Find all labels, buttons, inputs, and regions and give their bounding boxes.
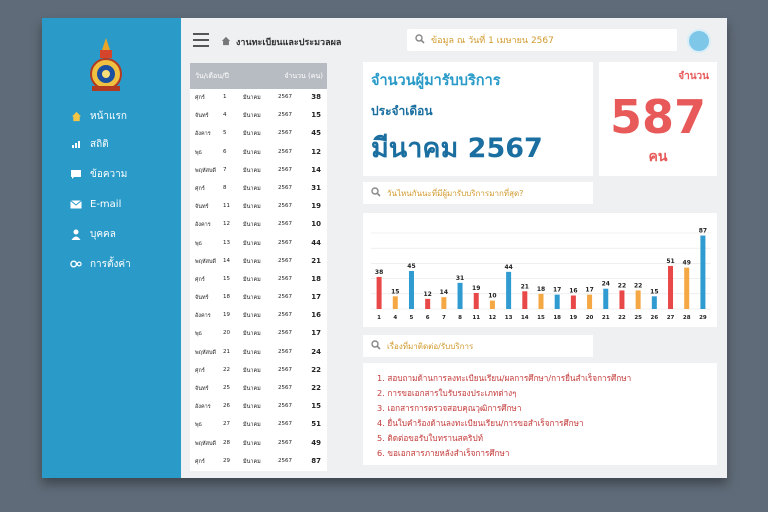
bar-value-label: 18 xyxy=(536,285,546,293)
service-item: 3. เอกสารการตรวจสอบคุณวุฒิการศึกษา xyxy=(377,403,522,413)
count-cell: 14 xyxy=(311,165,321,174)
x-tick-label: 1 xyxy=(377,315,382,321)
x-tick-label: 28 xyxy=(682,315,691,321)
bar-value-label: 22 xyxy=(633,282,643,290)
chart-bar xyxy=(619,290,624,309)
day-cell: ศุกร์ xyxy=(195,276,205,283)
count-cell: 87 xyxy=(311,456,321,465)
table-row xyxy=(190,380,327,398)
service-item: 1. สอบถามด้านการลงทะเบียนเรียน/ผลการศึกษา/การยื่นสำเร็จการศึกษา xyxy=(377,373,632,383)
date-cell: 28 xyxy=(223,439,230,446)
table-header xyxy=(190,63,327,89)
month-cell: มีนาคม xyxy=(243,95,261,101)
bar-value-label: 17 xyxy=(553,286,562,294)
count-cell: 19 xyxy=(311,202,321,211)
table-row xyxy=(190,344,327,362)
month-cell: มีนาคม xyxy=(243,167,261,174)
date-cell: 14 xyxy=(223,257,230,264)
year-cell: 2567 xyxy=(278,312,292,319)
table-row xyxy=(190,144,327,162)
chart-bar xyxy=(490,301,495,309)
month-cell: มีนาคม xyxy=(243,149,261,156)
bar-value-label: 15 xyxy=(391,288,400,296)
count-cell: 22 xyxy=(311,384,321,392)
month-cell: มีนาคม xyxy=(243,113,261,120)
x-tick-label: 15 xyxy=(537,315,545,321)
day-cell: จันทร์ xyxy=(195,386,209,392)
settings-icon xyxy=(70,258,82,270)
day-cell: ศุกร์ xyxy=(195,458,205,465)
month-cell: มีนาคม xyxy=(243,386,261,392)
x-tick-label: 6 xyxy=(425,315,430,321)
menu-icon[interactable] xyxy=(193,33,209,47)
year-cell: 2567 xyxy=(278,112,292,119)
year-cell: 2567 xyxy=(278,221,292,228)
sidebar-item-label: บุคคล xyxy=(90,228,116,240)
day-cell: พุธ xyxy=(195,240,202,247)
chart-bar xyxy=(539,294,544,309)
month-cell: มีนาคม xyxy=(243,185,261,192)
year-cell: 2567 xyxy=(278,294,292,301)
date-cell: 21 xyxy=(223,348,230,355)
count-cell: 38 xyxy=(311,93,321,101)
services-list xyxy=(363,363,717,465)
sidebar-item-messages[interactable] xyxy=(70,166,127,182)
day-cell: พฤหัสบดี xyxy=(195,349,217,356)
day-cell: อังคาร xyxy=(195,404,211,411)
year-cell: 2567 xyxy=(278,439,292,446)
bar-value-label: 10 xyxy=(488,292,497,300)
service-item: 6. ขอเอกสารภายหลังสำเร็จการศึกษา xyxy=(377,448,510,458)
month-cell: มีนาคม xyxy=(243,258,261,265)
chart-bar xyxy=(700,236,705,309)
date-cell: 6 xyxy=(223,148,227,155)
question-text: เรื่องที่มาติดต่อ/รับบริการ xyxy=(387,341,474,351)
total-unit: คน xyxy=(648,149,668,165)
table-row xyxy=(190,271,327,289)
title-line-2: ประจำเดือน xyxy=(371,104,433,118)
date-cell: 27 xyxy=(223,421,230,428)
bar-value-label: 16 xyxy=(569,287,578,295)
count-cell: 49 xyxy=(311,438,321,447)
count-cell: 31 xyxy=(311,183,321,192)
count-cell: 15 xyxy=(311,111,321,120)
day-cell: อังคาร xyxy=(195,222,211,229)
sidebar-item-stats[interactable] xyxy=(70,136,109,152)
date-cell: 19 xyxy=(223,312,230,319)
sidebar xyxy=(42,18,181,478)
count-cell: 21 xyxy=(311,256,321,265)
month-cell: มีนาคม xyxy=(243,131,261,138)
day-cell: อังคาร xyxy=(195,313,211,320)
month-cell: มีนาคม xyxy=(243,458,261,465)
chart-bar xyxy=(377,277,382,309)
sidebar-item-settings[interactable] xyxy=(70,256,131,272)
date-cell: 15 xyxy=(223,275,230,282)
year-cell: 2567 xyxy=(278,330,292,337)
x-tick-label: 26 xyxy=(650,315,659,321)
bar-value-label: 44 xyxy=(504,263,513,271)
date-cell: 26 xyxy=(223,403,230,410)
table-row xyxy=(190,198,327,216)
chart-bar xyxy=(668,266,673,309)
year-cell: 2567 xyxy=(278,403,292,410)
x-tick-label: 22 xyxy=(618,315,626,321)
day-cell: ศุกร์ xyxy=(195,185,205,192)
total-label: จำนวน xyxy=(678,71,709,82)
total-value: 587 xyxy=(609,90,707,144)
day-cell: จันทร์ xyxy=(195,204,209,211)
month-cell: มีนาคม xyxy=(243,276,261,283)
year-cell: 2567 xyxy=(278,148,292,155)
count-cell: 16 xyxy=(311,311,321,320)
month-cell: มีนาคม xyxy=(243,349,261,356)
count-cell: 45 xyxy=(311,129,321,138)
x-tick-label: 13 xyxy=(504,315,513,321)
month-cell: มีนาคม xyxy=(243,440,261,447)
count-cell: 18 xyxy=(311,274,321,283)
x-tick-label: 4 xyxy=(393,315,398,321)
month-cell: มีนาคม xyxy=(243,204,261,211)
chart-bar xyxy=(684,268,689,309)
date-cell: 8 xyxy=(223,184,227,191)
breadcrumb-label: งานทะเบียนและประมวลผล xyxy=(236,38,342,48)
x-tick-label: 8 xyxy=(458,315,462,321)
sidebar-item-person[interactable] xyxy=(70,226,116,242)
table-row xyxy=(190,416,327,434)
x-tick-label: 25 xyxy=(634,315,642,321)
bar-value-label: 22 xyxy=(617,282,627,290)
bar-value-label: 14 xyxy=(439,289,449,297)
count-cell: 17 xyxy=(311,329,321,338)
bar-value-label: 87 xyxy=(698,227,708,235)
month-cell: มีนาคม xyxy=(243,240,261,247)
chart-bar xyxy=(441,297,446,309)
date-cell: 1 xyxy=(223,94,227,100)
title-line-3: มีนาคม 2567 xyxy=(371,133,543,164)
date-cell: 5 xyxy=(223,130,227,137)
year-cell: 2567 xyxy=(278,203,292,210)
bar-value-label: 17 xyxy=(585,286,594,294)
day-cell: จันทร์ xyxy=(195,113,209,120)
person-icon xyxy=(70,228,82,240)
bar-value-label: 45 xyxy=(407,263,416,270)
bar-chart-card xyxy=(363,213,717,327)
sidebar-item-label: สถิติ xyxy=(90,138,109,150)
year-cell: 2567 xyxy=(278,257,292,264)
sidebar-item-label: ข้อความ xyxy=(90,168,128,180)
chart-bar xyxy=(555,295,560,309)
table-row xyxy=(190,216,327,234)
table-row xyxy=(190,162,327,180)
year-cell: 2567 xyxy=(278,348,292,355)
bar-value-label: 12 xyxy=(423,290,432,298)
date-cell: 4 xyxy=(223,112,227,119)
year-cell: 2567 xyxy=(278,385,292,391)
chart-bar xyxy=(425,299,430,309)
x-tick-label: 14 xyxy=(520,315,529,321)
title-line-1: จำนวนผู้มารับบริการ xyxy=(371,73,501,89)
service-item: 4. ยื่นใบคำร้องด้านลงทะเบียนเรียน/การขอสำเร็จการศึกษา xyxy=(377,418,584,428)
bar-value-label: 31 xyxy=(455,274,465,282)
bar-value-label: 51 xyxy=(666,257,675,265)
day-cell: พฤหัสบดี xyxy=(195,440,217,447)
service-item: 2. การขอเอกสารใบรับรองประเภทต่างๆ xyxy=(377,388,517,398)
chart-bar xyxy=(393,296,398,309)
question-text: วันไหนกันนะที่มีผู้มารับบริการมากที่สุด? xyxy=(387,188,524,198)
x-tick-label: 21 xyxy=(601,315,610,321)
table-row xyxy=(190,398,327,416)
question-bar-services xyxy=(363,335,593,357)
day-cell: จันทร์ xyxy=(195,295,209,302)
breadcrumb[interactable] xyxy=(221,35,341,49)
avatar[interactable] xyxy=(687,29,711,53)
bar-value-label: 19 xyxy=(472,284,481,292)
table-row xyxy=(190,107,327,125)
count-cell: 24 xyxy=(311,347,321,356)
table-row xyxy=(190,307,327,325)
sidebar-item-label: การตั้งค่า xyxy=(90,258,131,270)
search-icon xyxy=(371,340,381,352)
table-row xyxy=(190,253,327,271)
count-cell: 51 xyxy=(311,420,321,429)
chart-bar xyxy=(603,289,608,309)
year-cell: 2567 xyxy=(278,184,292,191)
stats-icon xyxy=(70,138,82,150)
search-icon xyxy=(371,187,381,199)
date-cell: 20 xyxy=(223,330,230,337)
year-cell: 2567 xyxy=(278,239,292,246)
sidebar-item-home[interactable] xyxy=(70,108,127,124)
table-row xyxy=(190,289,327,307)
count-cell: 44 xyxy=(311,238,321,247)
chart-bar xyxy=(587,295,592,309)
table-row xyxy=(190,235,327,253)
x-tick-label: 18 xyxy=(553,315,562,321)
daily-table xyxy=(190,63,327,471)
chart-bar xyxy=(506,272,511,309)
table-row xyxy=(190,125,327,143)
app-window xyxy=(42,18,727,478)
service-item: 5. ติดต่อขอรับใบทรานสคริปท์ xyxy=(377,433,484,443)
sidebar-item-label: หน้าแรก xyxy=(90,110,127,122)
x-tick-label: 19 xyxy=(569,315,578,321)
day-cell: ศุกร์ xyxy=(195,95,205,101)
year-cell: 2567 xyxy=(278,421,292,428)
day-cell: พุธ xyxy=(195,331,202,338)
table-row xyxy=(190,89,327,107)
x-tick-label: 5 xyxy=(409,315,414,321)
chart-bar xyxy=(571,295,576,309)
month-cell: มีนาคม xyxy=(243,422,261,429)
month-cell: มีนาคม xyxy=(243,367,261,374)
year-cell: 2567 xyxy=(278,94,292,100)
search-bar[interactable] xyxy=(407,29,677,51)
day-cell: อังคาร xyxy=(195,131,211,138)
x-tick-label: 20 xyxy=(585,315,594,321)
x-tick-label: 7 xyxy=(441,315,446,321)
day-cell: พฤหัสบดี xyxy=(195,258,217,265)
question-bar-peak-day xyxy=(363,182,593,204)
search-icon xyxy=(415,34,425,47)
bar-value-label: 24 xyxy=(601,280,610,288)
sidebar-item-label: E-mail xyxy=(90,198,122,210)
count-cell: 10 xyxy=(311,220,321,229)
year-cell: 2567 xyxy=(278,457,292,464)
chart-bar xyxy=(474,293,479,309)
date-cell: 29 xyxy=(223,457,230,464)
chart-bar xyxy=(522,291,527,309)
message-icon xyxy=(70,168,82,180)
sidebar-item-email[interactable] xyxy=(70,196,121,212)
bar-value-label: 15 xyxy=(650,288,659,296)
university-logo xyxy=(86,36,126,96)
day-cell: ศุกร์ xyxy=(195,367,205,374)
bar-value-label: 38 xyxy=(374,268,384,276)
title-card xyxy=(363,62,593,176)
x-tick-label: 12 xyxy=(488,315,497,321)
count-cell: 15 xyxy=(311,402,321,411)
chart-bar xyxy=(636,290,641,309)
column-header-date: วัน/เดือน/ปี xyxy=(195,71,229,80)
table-row xyxy=(190,453,327,471)
month-cell: มีนาคม xyxy=(243,404,261,411)
home-icon xyxy=(70,110,82,122)
year-cell: 2567 xyxy=(278,166,292,173)
home-icon xyxy=(221,36,231,49)
chart-bar xyxy=(458,283,463,309)
year-cell: 2567 xyxy=(278,366,292,373)
table-row xyxy=(190,362,327,380)
count-cell: 17 xyxy=(311,293,321,302)
month-cell: มีนาคม xyxy=(243,313,261,320)
date-cell: 7 xyxy=(223,166,227,173)
bar-value-label: 49 xyxy=(682,259,691,267)
email-icon xyxy=(70,198,82,210)
date-cell: 18 xyxy=(223,294,230,301)
x-tick-label: 29 xyxy=(699,315,707,321)
table-row xyxy=(190,435,327,453)
month-cell: มีนาคม xyxy=(243,295,261,302)
date-cell: 11 xyxy=(223,203,230,210)
x-tick-label: 27 xyxy=(666,315,675,321)
search-text: ข้อมูล ณ วันที่ 1 เมษายน 2567 xyxy=(431,36,554,46)
year-cell: 2567 xyxy=(278,275,292,282)
day-cell: พุธ xyxy=(195,149,202,156)
bar-chart xyxy=(363,213,717,327)
day-cell: พฤหัสบดี xyxy=(195,167,217,174)
table-row xyxy=(190,325,327,343)
total-card xyxy=(599,62,717,176)
date-cell: 25 xyxy=(223,385,230,391)
top-bar xyxy=(181,18,727,62)
date-cell: 12 xyxy=(223,221,230,228)
chart-bar xyxy=(409,271,414,309)
table-row xyxy=(190,180,327,198)
date-cell: 22 xyxy=(223,366,230,373)
count-cell: 12 xyxy=(311,147,321,156)
count-cell: 22 xyxy=(311,365,321,374)
date-cell: 13 xyxy=(223,239,230,246)
x-tick-label: 11 xyxy=(472,315,481,321)
bar-value-label: 21 xyxy=(520,283,529,291)
column-header-count: จำนวน (คน) xyxy=(284,71,323,80)
year-cell: 2567 xyxy=(278,130,292,137)
month-cell: มีนาคม xyxy=(243,222,261,229)
day-cell: พุธ xyxy=(195,422,202,429)
month-cell: มีนาคม xyxy=(243,331,261,338)
chart-bar xyxy=(652,296,657,309)
